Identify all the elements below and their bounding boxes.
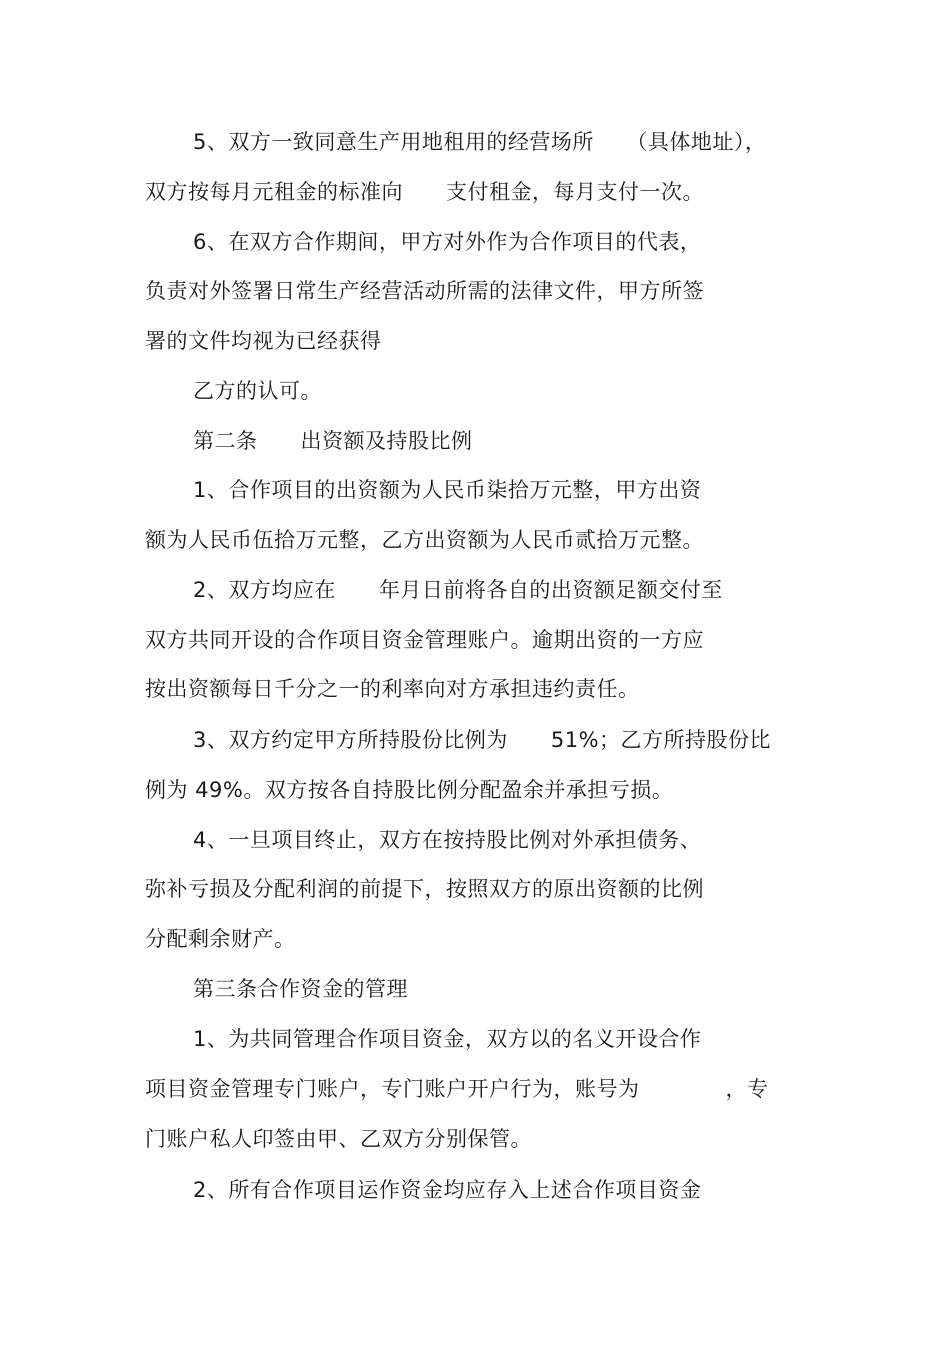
paragraph-line: 2、双方均应在 年月日前将各自的出资额足额交付至 [193,578,723,602]
paragraph-line: 负责对外签署日常生产经营活动所需的法律文件，甲方所签 [145,279,704,303]
paragraph-line: 门账户私人印签由甲、乙双方分别保管。 [145,1127,532,1151]
paragraph-line: 双方按每月元租金的标准向 支付租金，每月支付一次。 [145,180,704,204]
paragraph-line: 按出资额每日千分之一的利率向对方承担违约责任。 [145,677,640,701]
paragraph-line: 1、为共同管理合作项目资金，双方以的名义开设合作 [193,1027,702,1051]
paragraph-line: 分配剩余财产。 [145,927,296,951]
section-heading: 第三条合作资金的管理 [193,977,408,1001]
paragraph-line: 署的文件均视为已经获得 [145,329,382,353]
paragraph-line: 4、一旦项目终止，双方在按持股比例对外承担债务、 [193,828,702,852]
section-heading: 第二条 出资额及持股比例 [193,429,473,453]
paragraph-line: 5、双方一致同意生产用地租用的经营场所 （具体地址）， [193,130,767,154]
paragraph-line: 1、合作项目的出资额为人民币柒拾万元整，甲方出资 [193,478,702,502]
paragraph-line: 3、双方约定甲方所持股份比例为 51%；乙方所持股份比 [193,728,772,752]
paragraph-line: 例为 49%。双方按各自持股比例分配盈余并承担亏损。 [145,778,674,802]
paragraph-line: 6、在双方合作期间，甲方对外作为合作项目的代表， [193,230,702,254]
paragraph-line: 弥补亏损及分配利润的前提下，按照双方的原出资额的比例 [145,877,704,901]
paragraph-line: 额为人民币伍拾万元整，乙方出资额为人民币贰拾万元整。 [145,528,704,552]
paragraph-line: 2、所有合作项目运作资金均应存入上述合作项目资金 [193,1178,702,1202]
paragraph-line: 乙方的认可。 [193,379,322,403]
paragraph-line: 双方共同开设的合作项目资金管理账户。逾期出资的一方应 [145,628,704,652]
paragraph-line: 项目资金管理专门账户，专门账户开户行为，账号为 ，专 [145,1077,769,1101]
